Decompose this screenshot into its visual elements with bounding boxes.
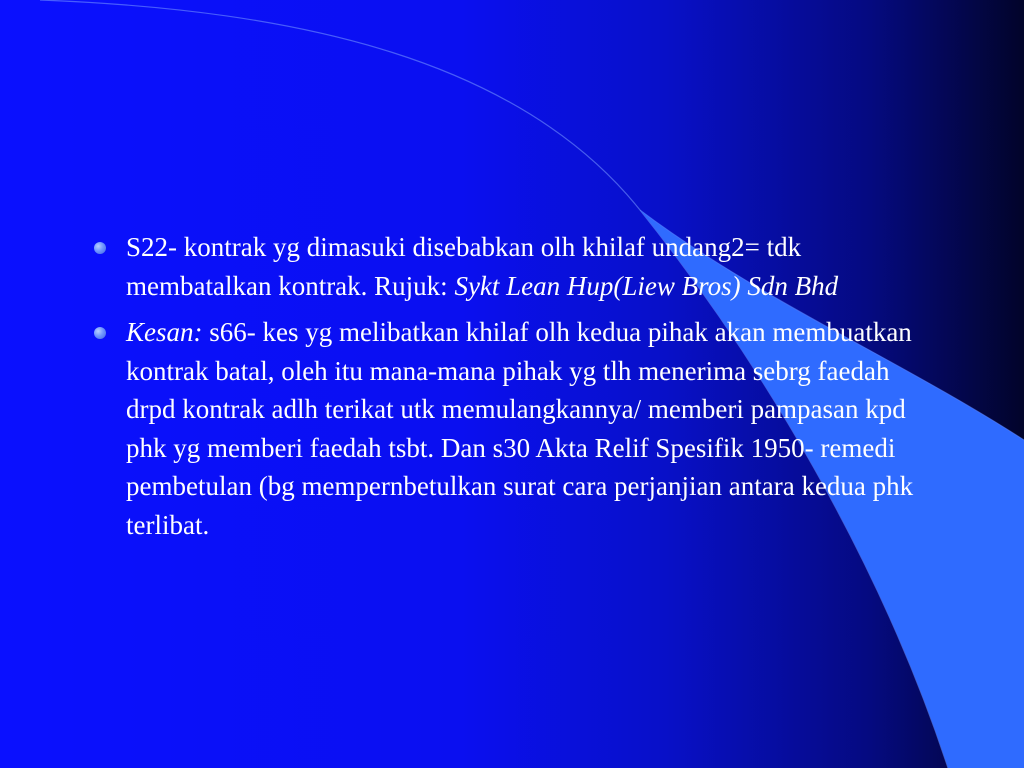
bullet-text: s66- kes yg melibatkan khilaf olh kedua pihak akan membuatkan kontrak batal, oleh itu mana-mana pihak yg tlh menerima sebrg faedah drpd kontrak adlh terikat utk memulangkannya/ memberi pampasan kpd phk yg memberi faedah tsbt. Dan s30 Akta Relif Spesifik 1950- remedi pembetulan (bg mempernbetulkan surat cara perjanjian antara kedua phk terlibat.: [126, 317, 914, 540]
bullet-heading: Kesan:: [126, 317, 203, 347]
bullet-text: S22- kontrak yg dimasuki disebabkan olh khilaf undang2= tdk membatalkan kontrak. Rujuk:: [126, 232, 802, 301]
bullet-item: [92, 313, 942, 544]
bullet-dot-icon: [94, 242, 106, 254]
bullet-dot-icon: [94, 327, 106, 339]
case-citation: Sykt Lean Hup(Liew Bros) Sdn Bhd: [454, 270, 839, 301]
bullet-item: [92, 228, 942, 305]
bullet-list: [92, 228, 942, 552]
